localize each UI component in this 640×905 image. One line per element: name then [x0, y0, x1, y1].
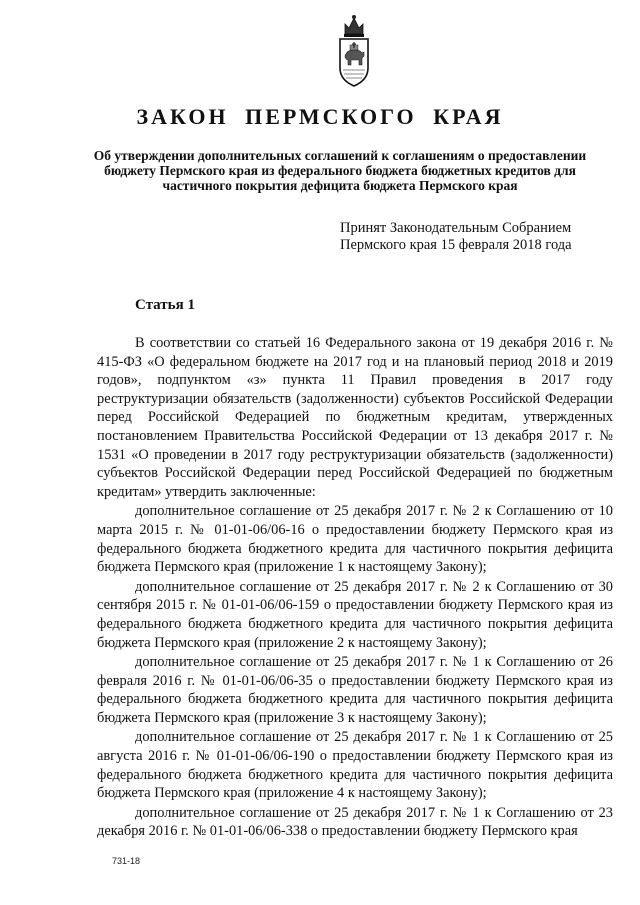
- paragraph: дополнительное соглашение от 25 декабря 2017 г. № 2 к Соглашению от 10 марта 2015 г. № 01-01-06/06-16 о предоставлении бюджету Пермского края из федерального бюджета бюджетного кредита для частичного покрытия дефицита бюджета Пермского края (приложение 1 к настоящему Закону);: [97, 503, 613, 576]
- adoption-note: [340, 220, 610, 254]
- paragraph: дополнительное соглашение от 25 декабря 2017 г. № 2 к Соглашению от 30 сентября 2015 г. № 01-01-06/06-159 о предоставлении бюджету Пермского края из федерального бюджета бюджетного кредита для частичного покрытия дефицита бюджета Пермского края (приложение 2 к настоящему Закону);: [97, 578, 613, 651]
- adoption-line-2: Пермского края 15 февраля 2018 года: [340, 237, 572, 253]
- document-code: 731-18: [112, 856, 141, 866]
- coat-of-arms-icon: [335, 12, 373, 90]
- paragraph: дополнительное соглашение от 25 декабря 2017 г. № 1 к Соглашению от 26 февраля 2016 г. № 01-01-06/06-35 о предоставлении бюджету Пермского края из федерального бюджета бюджетного кредита для частичного покрытия дефицита бюджета Пермского края (приложение 3 к настоящему Закону);: [97, 654, 613, 726]
- paragraph: дополнительное соглашение от 25 декабря 2017 г. № 1 к Соглашению от 23 декабря 2016 г. № 01-01-06/06-338 о предоставлении бюджету Пермского края: [97, 804, 613, 840]
- paragraph: дополнительное соглашение от 25 декабря 2017 г. № 1 к Соглашению от 25 августа 2016 г. № 01-01-06/06-190 о предоставлении бюджету Пермского края из федерального бюджета бюджетного кредита для частичного покрытия дефицита бюджета Пермского края (приложение 4 к настоящему Закону);: [97, 729, 613, 802]
- article-heading: Статья 1: [135, 297, 195, 313]
- article-body: [97, 334, 613, 842]
- law-subtitle: Об утверждении дополнительных соглашений к соглашениям о предоставлении бюджету Пермского края из федерального бюджета бюджетных кредитов для частичного покрытия дефицита бюджета Пермского края: [93, 148, 587, 193]
- adoption-line-1: Принят Законодательным Собранием: [340, 220, 572, 236]
- law-title: ЗАКОН ПЕРМСКОГО КРАЯ: [136, 104, 504, 129]
- paragraph: В соответствии со статьей 16 Федерального закона от 19 декабря 2016 г. № 415-ФЗ «О федеральном бюджете на 2017 год и на плановый период 2018 и 2019 годов», подпунктом «з» пункта 11 Правил проведения в 2017 году реструктуризации обязательств (задолженности) субъектов Российской Федерации перед Российской Федерацией по бюджетным кредитам, утвержденных постановлением Правительства Российской Федерации от 13 декабря 2017 г. № 1531 «О проведении в 2017 году реструктуризации обязательств (задолженности) субъектов Российской Федерации перед Российской Федерацией по бюджетным кредитам» утвердить заключенные:: [97, 335, 613, 500]
